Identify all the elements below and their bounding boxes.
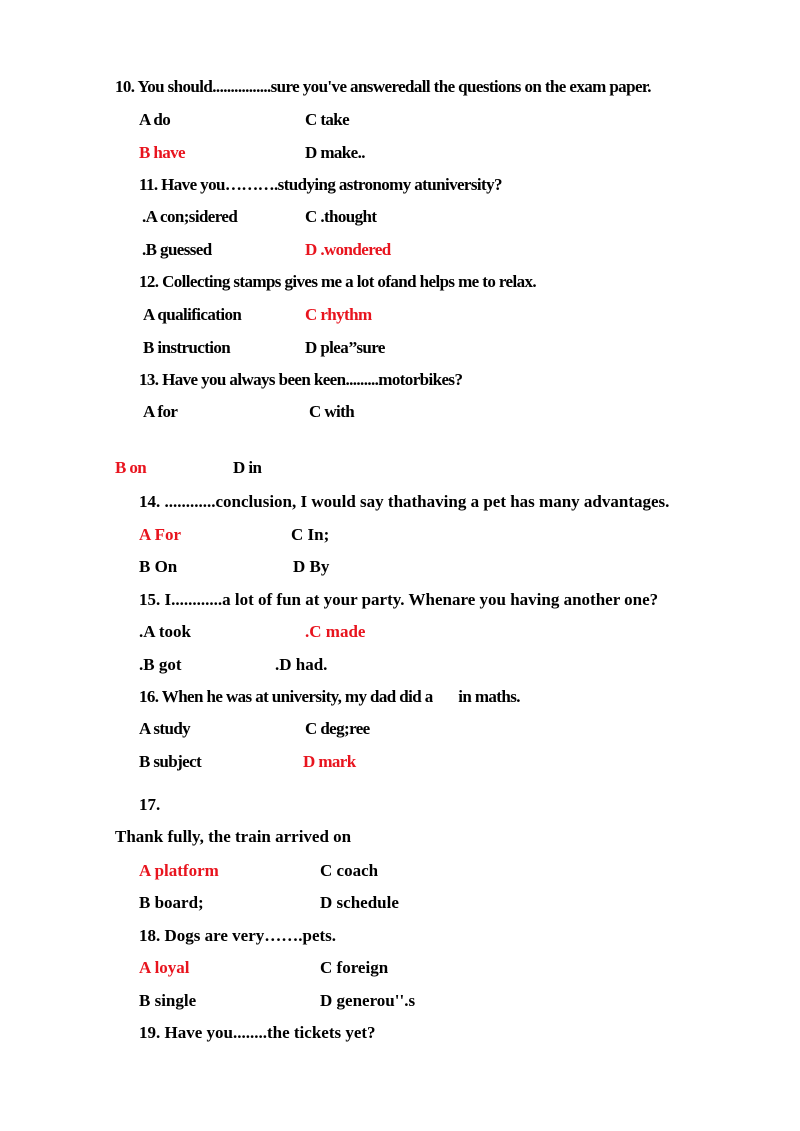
question-17-number: 17. <box>139 795 161 814</box>
q18-option-a-answer: A loyal <box>139 958 190 977</box>
q18-option-c: C foreign <box>320 958 389 977</box>
q16-option-a: A study <box>139 719 191 738</box>
q13-option-b-answer: B on <box>115 458 147 477</box>
question-12-text: 12. Collecting stamps gives me a lot ofand helps me to relax. <box>139 272 537 291</box>
q14-option-c: C In; <box>291 525 330 544</box>
q12-option-b: B instruction <box>143 338 231 357</box>
q12-option-d: D plea’’sure <box>305 338 385 357</box>
q15-option-a: .A took <box>139 622 191 641</box>
q13-option-a: A for <box>143 402 178 421</box>
question-14-text: 14. ............conclusion, I would say thathaving a pet has many advantages. <box>139 492 670 511</box>
q11-option-d-answer: D .wondered <box>305 240 391 259</box>
q13-option-d: D in <box>233 458 262 477</box>
q11-option-c: C .thought <box>305 207 377 226</box>
question-10-text: 10. You should................sure you've answeredall the questions on the exam paper. <box>115 77 651 96</box>
q16-option-c: C deg;ree <box>305 719 370 738</box>
q15-option-c-answer: .C made <box>305 622 366 641</box>
q14-option-a-answer: A For <box>139 525 182 544</box>
q16-option-b: B subject <box>139 752 202 771</box>
q14-option-d: D By <box>293 557 330 576</box>
q15-option-d: .D had. <box>275 655 328 674</box>
q17-option-c: C coach <box>320 861 379 880</box>
q12-option-a: A qualification <box>143 305 242 324</box>
q10-option-b-answer: B have <box>139 143 185 162</box>
q17-option-a-answer: A platform <box>139 861 219 880</box>
q18-option-b: B single <box>139 991 197 1010</box>
q13-option-c: C with <box>309 402 355 421</box>
q10-option-a: A do <box>139 110 171 129</box>
question-17-text: Thank fully, the train arrived on <box>115 827 352 846</box>
q16-option-d-answer: D mark <box>303 752 356 771</box>
question-16-text: 16. When he was at university, my dad did a in maths. <box>139 687 520 706</box>
q10-option-d: D make.. <box>305 143 365 162</box>
question-13-text: 13. Have you always been keen.........motorbikes? <box>139 370 463 389</box>
q11-option-b: .B guessed <box>142 240 212 259</box>
q17-option-d: D schedule <box>320 893 399 912</box>
q12-option-c-answer: C rhythm <box>305 305 372 324</box>
q18-option-d: D generou''.s <box>320 991 416 1010</box>
q17-option-b: B board; <box>139 893 204 912</box>
q14-option-b: B On <box>139 557 178 576</box>
q10-option-c: C take <box>305 110 350 129</box>
question-18-text: 18. Dogs are very…….pets. <box>139 926 337 945</box>
question-11-text: 11. Have you……….studying astronomy atuniversity? <box>139 175 502 194</box>
question-19-text: 19. Have you........the tickets yet? <box>139 1023 376 1042</box>
q11-option-a: .A con;sidered <box>142 207 238 226</box>
q15-option-b: .B got <box>139 655 182 674</box>
question-15-text: 15. I............a lot of fun at your party. Whenare you having another one? <box>139 590 659 609</box>
